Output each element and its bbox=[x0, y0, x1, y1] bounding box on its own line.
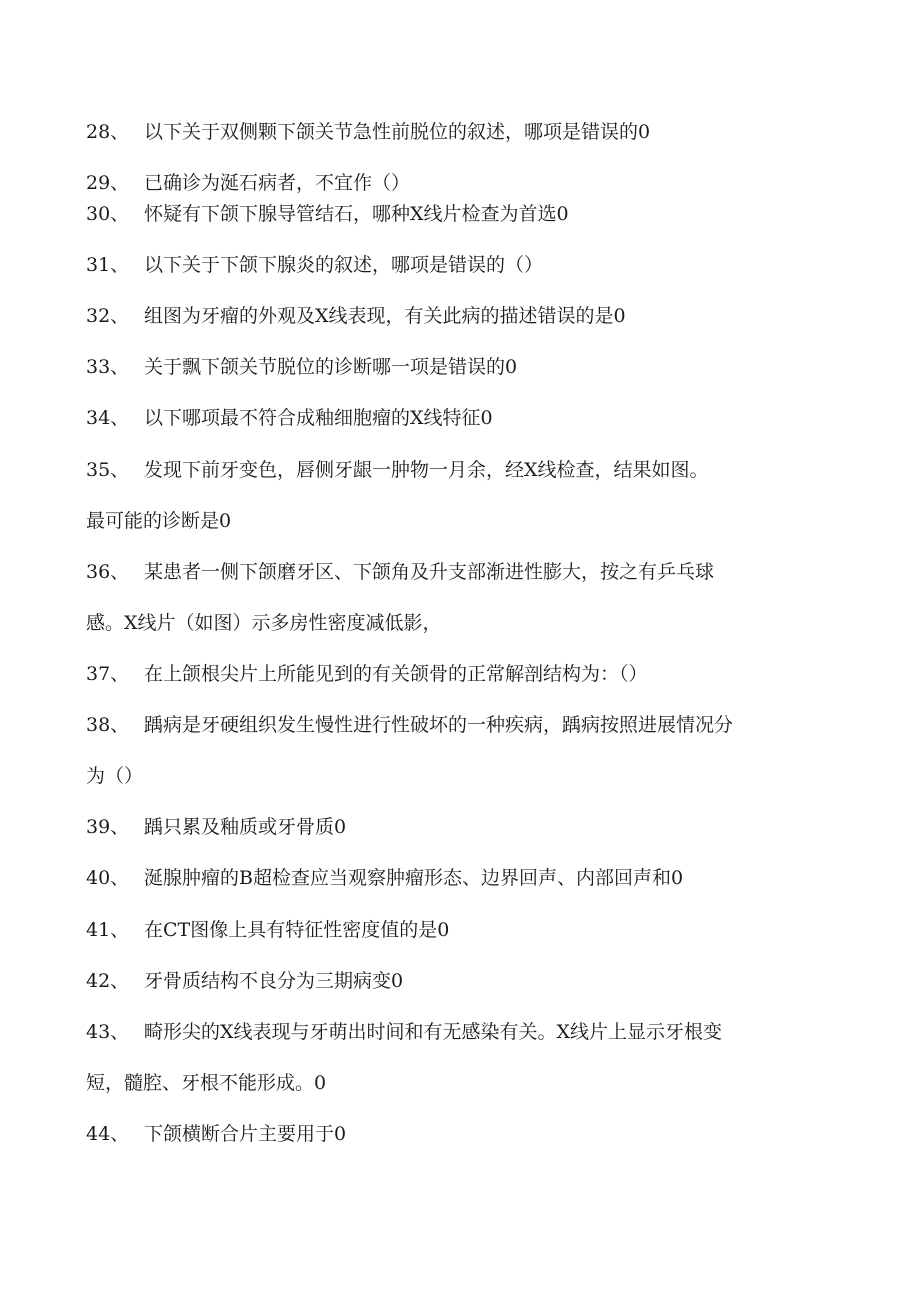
question-38 bbox=[86, 713, 733, 737]
question-40 bbox=[86, 866, 683, 890]
question-text: 组图为牙瘤的外观及X线表现，有关此病的描述错误的是0 bbox=[144, 305, 626, 327]
question-33 bbox=[86, 355, 517, 379]
question-number: 40、 bbox=[86, 867, 130, 889]
question-44 bbox=[86, 1122, 346, 1146]
question-number: 43、 bbox=[86, 1021, 130, 1043]
question-41 bbox=[86, 918, 449, 942]
question-text: 在CT图像上具有特征性密度值的是0 bbox=[144, 919, 450, 941]
question-37 bbox=[86, 662, 648, 686]
question-number: 41、 bbox=[86, 919, 130, 941]
question-number: 44、 bbox=[86, 1123, 130, 1145]
question-number: 39、 bbox=[86, 816, 130, 838]
question-text: 涎腺肿瘤的B超检查应当观察肿瘤形态、边界回声、内部回声和0 bbox=[144, 867, 684, 889]
question-28 bbox=[86, 120, 650, 144]
question-39 bbox=[86, 815, 346, 839]
question-34 bbox=[86, 406, 493, 430]
question-number: 42、 bbox=[86, 970, 130, 992]
question-36 bbox=[86, 560, 714, 584]
question-number: 30、 bbox=[86, 203, 130, 225]
question-text: 牙骨质结构不良分为三期病变0 bbox=[144, 970, 404, 992]
question-text: 怀疑有下颌下腺导管结石，哪种X线片检查为首选0 bbox=[144, 203, 569, 225]
question-31 bbox=[86, 253, 543, 277]
question-number: 33、 bbox=[86, 356, 130, 378]
question-35 bbox=[86, 458, 709, 482]
question-text: 踽病是牙硬组织发生慢性进行性破坏的一种疾病，踽病按照进展情况分 bbox=[144, 714, 734, 736]
question-text: 畸形尖的X线表现与牙萌出时间和有无感染有关。X线片上显示牙根变 bbox=[144, 1021, 723, 1043]
question-text: 在上颌根尖片上所能见到的有关颌骨的正常解剖结构为：（） bbox=[144, 663, 648, 685]
question-number: 38、 bbox=[86, 714, 130, 736]
question-30 bbox=[86, 202, 569, 226]
question-number: 37、 bbox=[86, 663, 130, 685]
question-29 bbox=[86, 171, 410, 195]
question-text: 踽只累及釉质或牙骨质0 bbox=[144, 816, 347, 838]
question-number: 32、 bbox=[86, 305, 130, 327]
question-text: 已确诊为涎石病者，不宜作（） bbox=[144, 172, 411, 194]
question-32 bbox=[86, 304, 626, 328]
question-number: 34、 bbox=[86, 407, 130, 429]
question-43-continuation: 短，髓腔、牙根不能形成。0 bbox=[86, 1072, 327, 1094]
question-36-continuation: 感。X线片（如图）示多房性密度减低影， bbox=[86, 612, 442, 634]
question-text: 以下哪项最不符合成釉细胞瘤的X线特征0 bbox=[144, 407, 493, 429]
question-42 bbox=[86, 969, 403, 993]
question-text: 某患者一侧下颌磨牙区、下颌角及升支部渐进性膨大，按之有乒乓球 bbox=[144, 561, 715, 583]
question-text: 下颌横断合片主要用于0 bbox=[144, 1123, 347, 1145]
question-text: 以下关于双侧颗下颌关节急性前脱位的叙述，哪项是错误的0 bbox=[144, 121, 651, 143]
question-number: 31、 bbox=[86, 254, 130, 276]
question-number: 36、 bbox=[86, 561, 130, 583]
question-38-continuation: 为（） bbox=[86, 765, 144, 787]
question-number: 35、 bbox=[86, 459, 130, 481]
question-text: 关于飘下颌关节脱位的诊断哪一项是错误的0 bbox=[144, 356, 518, 378]
question-43 bbox=[86, 1020, 722, 1044]
question-35-continuation: 最可能的诊断是0 bbox=[86, 510, 232, 532]
question-number: 29、 bbox=[86, 172, 130, 194]
question-number: 28、 bbox=[86, 121, 130, 143]
question-text: 以下关于下颌下腺炎的叙述，哪项是错误的（） bbox=[144, 254, 544, 276]
question-text: 发现下前牙变色，唇侧牙龈一肿物一月余，经X线检查，结果如图。 bbox=[144, 459, 709, 481]
